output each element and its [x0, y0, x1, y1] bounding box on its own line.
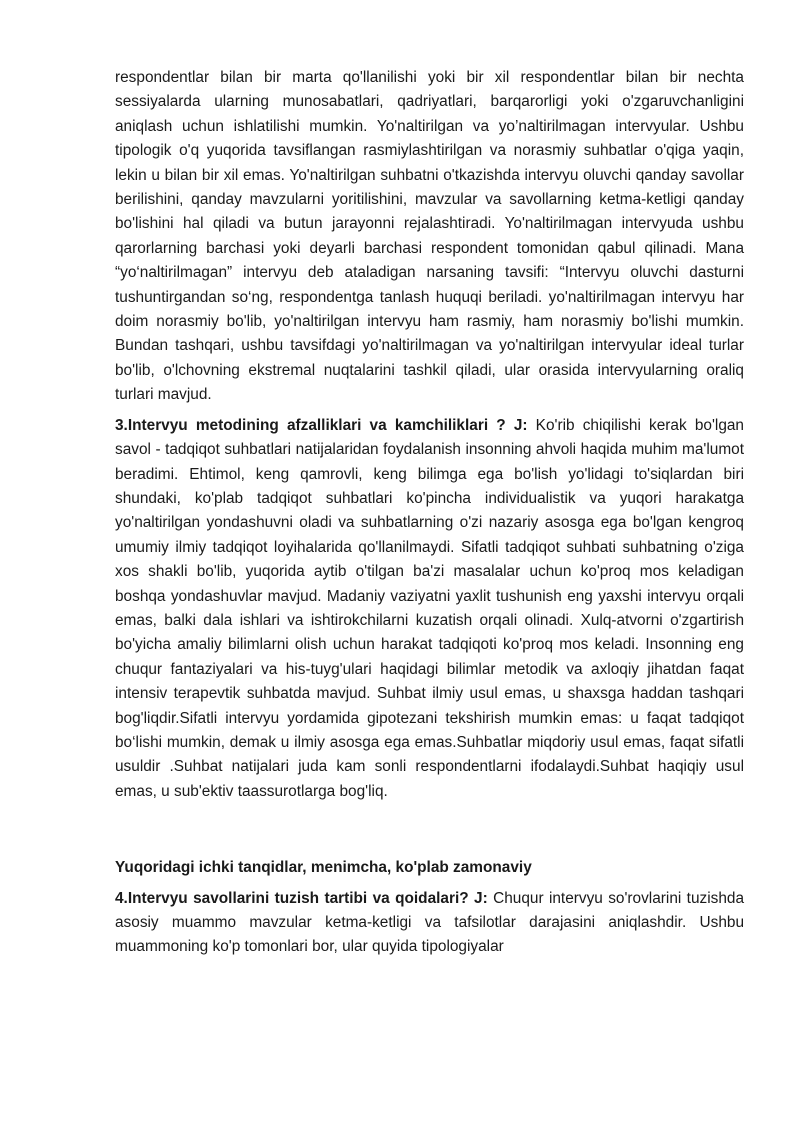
question-heading: 3.Intervyu metodining afzalliklari va kamchiliklari ? J:: [115, 416, 528, 434]
body-paragraph-advantages: [115, 414, 744, 805]
question-heading: 4.Intervyu savollarini tuzish tartibi va qoidalari? J:: [115, 889, 488, 907]
answer-text: Ko'rib chiqilishi kerak bo'lgan savol - tadqiqot suhbatlari natijalaridan foydalanish insonning ahvoli haqida muhim ma'lumot beradimi. Ehtimol, keng qamrovli, keng bilimga ega bo'lish yo'lidagi to'siqlardan biri shundaki, ko'plab tadqiqot suhbatlari ko'pincha individualistik va yuqori harakatga yo'naltirilgan yondashuvni oladi va suhbatlarning o'zi nazariy asosga ega bo'lgan kengroq umumiy ilmiy tadqiqot loyihalarida qo'llanilmaydi. Sifatli tadqiqot suhbati suhbatning o'ziga xos shakli bo'lib, yuqorida aytib o'tilgan ba'zi masalalar uchun ko'proq mos keladigan boshqa yondashuvlar mavjud. Madaniy vaziyatni yaxlit tushunish eng yaxshi intervyu orqali emas, balki dala ishlari va ishtirokchilarni kuzatish orqali olinadi. Xulq-atvorni o'zgartirish bo'yicha amaliy bilimlarni olish uchun harakat tadqiqoti ko'proq mos keladi. Insonning eng chuqur fantaziyalari va his-tuyg'ulari haqidagi bilimlar metodik va axloqiy jihatdan faqat intensiv terapevtik suhbatda mavjud. Suhbat ilmiy usul emas, u shaxsga haddan tashqari bog'liqdir.Sifatli intervyu yordamida gipotezani tekshirish mumkin emas: u faqat tadqiqot bo‘lishi mumkin, demak u ilmiy asosga ega emas.Suhbatlar miqdoriy usul emas, faqat sifatli usuldir .Suhbat natijalari juda kam sonli respondentlarni ifodalaydi.Suhbat haqiqiy usul emas, u sub'ektiv taassurotlarga bog'liq.: [115, 416, 744, 800]
section-heading: Yuqoridagi ichki tanqidlar, menimcha, ko'plab zamonaviy: [115, 859, 532, 877]
blank-space: [115, 804, 744, 856]
answer-text: Chuqur intervyu so'rovlarini tuzishda asosiy muammo mavzular ketma-ketligi va tafsilotlar darajasini aniqlashdir. Ushbu muammoning ko'p tomonlari bor, ular quyida tipologiyalar: [115, 889, 744, 956]
body-paragraph-rules: [115, 887, 744, 960]
body-paragraph: respondentlar bilan bir marta qo'llanilishi yoki bir xil respondentlar bilan bir nechta sessiyalarda ularning munosabatlari, qadriyatlari, barqarorligi yoki o'zgaruvchanligini aniqlash uchun ishlatilishi mumkin. Yo'naltirilgan va yo’naltirilmagan intervyular. Ushbu tipologik o'q yuqorida tavsiflangan rasmiylashtirilgan va norasmiy suhbatlar o'qiga yaqin, lekin u bilan bir xil emas. Yo'naltirilgan suhbatni o'tkazishda intervyu oluvchi qanday savollar berilishini, qanday mavzularni yoritilishini, mavzular va savollarning ketma-ketligi qanday bo'lishini hal qiladi va butun jarayonni rejalashtiradi. Yo'naltirilmagan intervyuda ushbu qarorlarning barchasi yoki deyarli barchasi respondent tomonidan qabul qilinadi. Mana “yo‘naltirilmagan” intervyu deb ataladigan narsaning tavsifi: “Intervyu oluvchi dasturni tushuntirgandan so‘ng, respondentga tanlash huquqi beriladi. yo'naltirilmagan intervyu har doim norasmiy bo'lib, yo'naltirilgan intervyu ham rasmiy, ham norasmiy bo'lishi mumkin. Bundan tashqari, ushbu tavsifdagi yo'naltirilmagan va yo'naltirilgan intervyular ideal turlar bo'lib, o'lchovning ekstremal nuqtalarini tashkil qiladi, ular orasida intervyularning oraliq turlari mavjud.: [115, 69, 744, 404]
